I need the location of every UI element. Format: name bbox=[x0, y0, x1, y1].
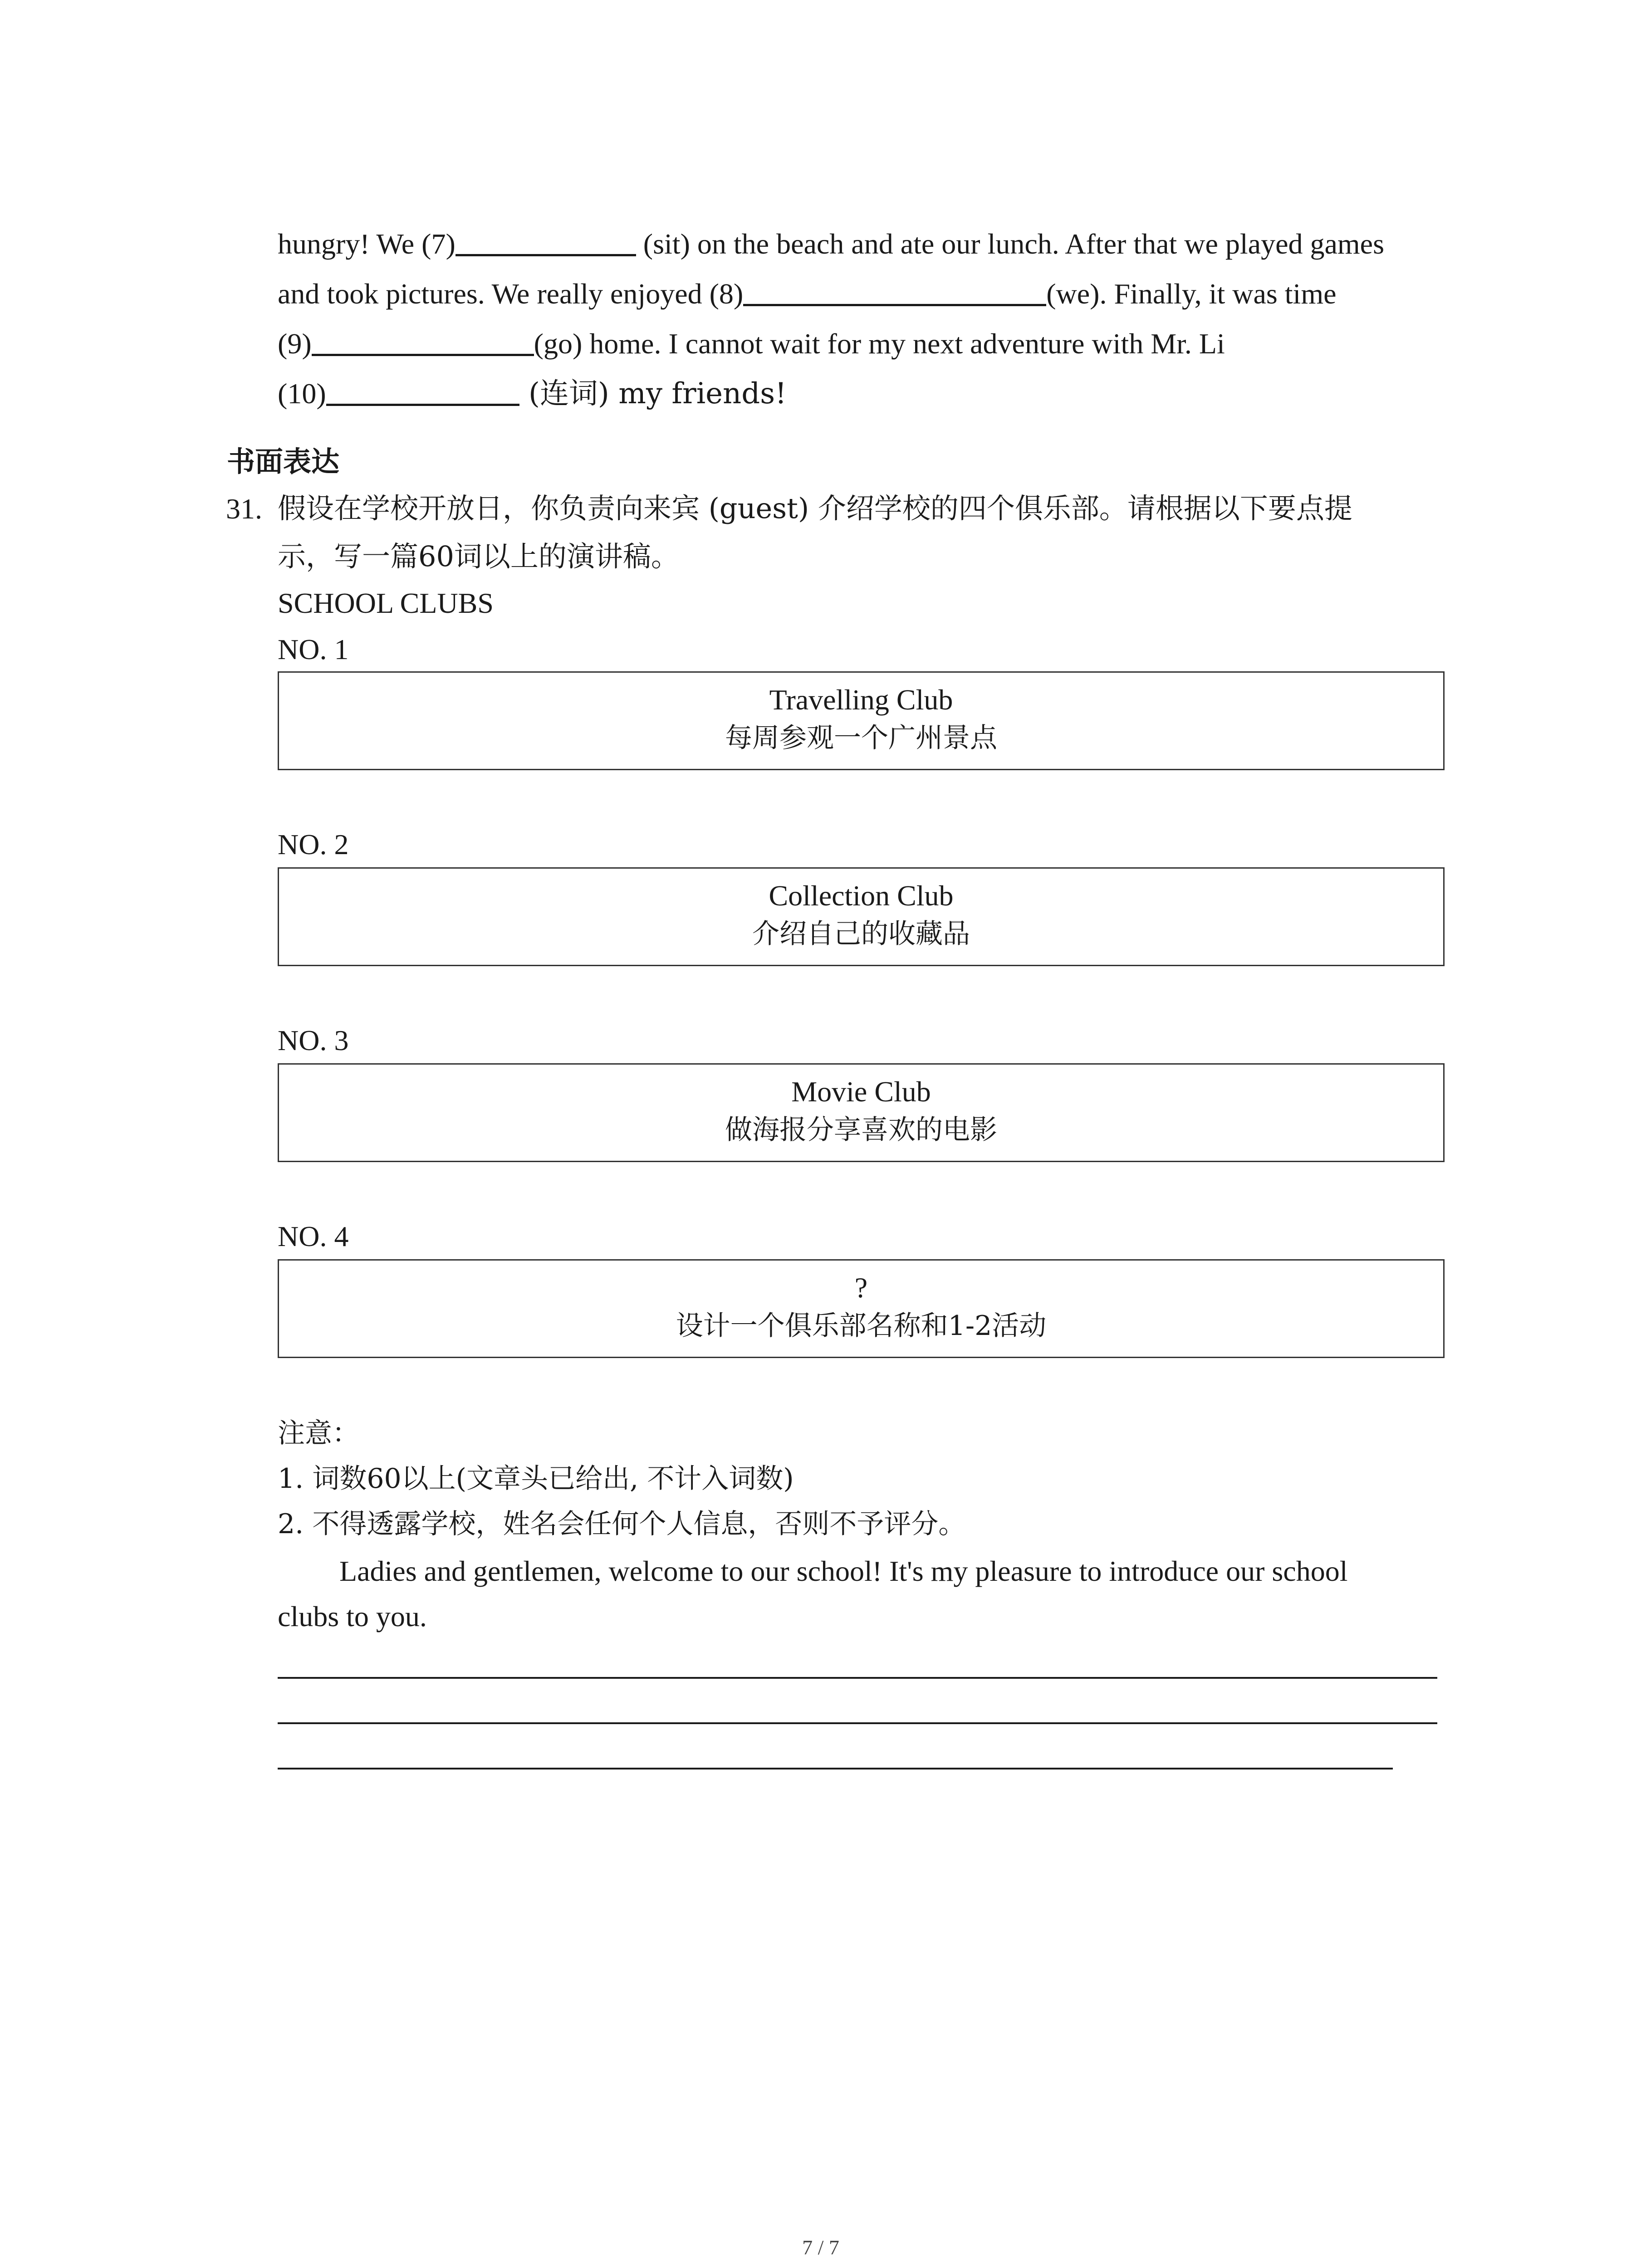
answer-line-1[interactable] bbox=[278, 1677, 1437, 1679]
answer-line-3[interactable] bbox=[278, 1768, 1393, 1769]
passage-line-1: hungry! We (7) (sit) on the beach and ate our lunch. After that we played games bbox=[278, 226, 1384, 259]
club-label-1: NO. 1 bbox=[278, 633, 349, 665]
club-label-4: NO. 4 bbox=[278, 1220, 349, 1252]
blank-9[interactable] bbox=[312, 326, 534, 356]
club-label-3: NO. 3 bbox=[278, 1024, 349, 1056]
club-desc-1: 每周参观一个广州景点 bbox=[725, 722, 997, 754]
passage-line-2: and took pictures. We really enjoyed (8) (we). Finally, it was time bbox=[278, 276, 1337, 308]
question-prompt-line-2: 示，写一篇60词以上的演讲稿。 bbox=[278, 540, 679, 573]
club-desc-3: 做海报分享喜欢的电影 bbox=[725, 1114, 997, 1146]
notes-title: 注意： bbox=[278, 1418, 359, 1449]
note-2: 2. 不得透露学校，姓名会任何个人信息，否则不予评分。 bbox=[278, 1508, 966, 1540]
club-desc-2: 介绍自己的收藏品 bbox=[752, 918, 970, 950]
answer-line-2[interactable] bbox=[278, 1722, 1437, 1724]
club-desc-4: 设计一个俱乐部名称和1-2活动 bbox=[676, 1310, 1047, 1342]
club-name-4: ? bbox=[854, 1271, 868, 1304]
opening-line-1: Ladies and gentlemen, welcome to our school! It's my pleasure to introduce our school bbox=[339, 1555, 1348, 1587]
club-name-3: Movie Club bbox=[791, 1075, 931, 1108]
blank-8[interactable] bbox=[743, 276, 1046, 306]
club-box-4 bbox=[278, 1259, 1445, 1358]
club-box-1 bbox=[278, 671, 1445, 770]
club-label-2: NO. 2 bbox=[278, 828, 349, 860]
opening-line-2: clubs to you. bbox=[278, 1600, 427, 1633]
note-1: 1. 词数60以上(文章头已给出, 不计入词数) bbox=[278, 1463, 794, 1495]
passage-line-3: (9) (go) home. I cannot wait for my next adventure with Mr. Li bbox=[278, 326, 1225, 358]
list-title: SCHOOL CLUBS bbox=[278, 587, 494, 619]
passage-line-4: (10) (连词) my friends! bbox=[278, 376, 787, 408]
page-number: 7 / 7 bbox=[802, 2236, 839, 2259]
club-name-1: Travelling Club bbox=[769, 684, 953, 716]
blank-7[interactable] bbox=[456, 226, 636, 256]
club-name-2: Collection Club bbox=[769, 880, 954, 912]
blank-10[interactable] bbox=[326, 376, 519, 406]
question-number: 31. bbox=[226, 493, 262, 525]
section-title: 书面表达 bbox=[227, 445, 340, 478]
question-prompt-line-1: 假设在学校开放日，你负责向来宾 (guest) 介绍学校的四个俱乐部。请根据以下要点提 bbox=[278, 492, 1352, 525]
club-box-3 bbox=[278, 1063, 1445, 1162]
club-box-2 bbox=[278, 867, 1445, 966]
